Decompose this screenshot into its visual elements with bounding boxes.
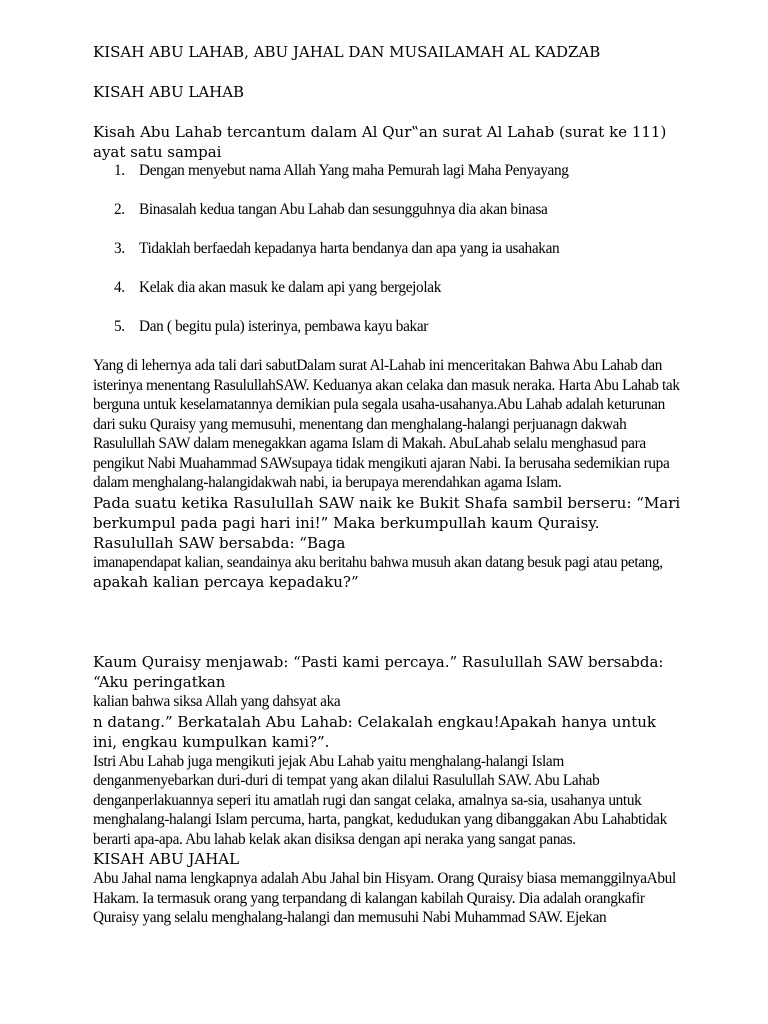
list-item-number: 4. — [114, 279, 125, 296]
body-text-2 — [93, 652, 683, 928]
verse-list — [93, 161, 683, 356]
section-heading-abu-lahab: KISAH ABU LAHAB — [93, 83, 245, 101]
list-item — [93, 200, 683, 239]
paragraph-question: imanapendapat kalian, seandainya aku beritahu bahwa musuh akan datang besuk pagi atau petang, — [93, 553, 663, 571]
paragraph-warning: kalian bahwa siksa Allah yang dahsyat aka — [93, 693, 341, 710]
paragraph-quraisy-answer: Kaum Quraisy menjawab: “Pasti kami percaya.” Rasulullah SAW bersabda: “Aku peringatkan — [93, 653, 664, 691]
body-text — [93, 356, 683, 592]
paragraph-percaya: apakah kalian percaya kepadaku?” — [93, 573, 359, 591]
paragraph-abu-jahal: Abu Jahal nama lengkapnya adalah Abu Jahal bin Hisyam. Orang Quraisy biasa memanggilnyaAbul Hakam. Ia termasuk orang yang terpandang di kalangan kabilah Quraisy. Dia adalah orangkafir Quraisy yang selalu menghalang-halangi dan memusuhi Nabi Muhammad SAW. Ejekan — [93, 870, 676, 926]
list-item-number: 2. — [114, 201, 125, 218]
section-heading-abu-jahal: KISAH ABU JAHAL — [93, 850, 240, 868]
list-item — [93, 278, 683, 317]
intro-paragraph: Kisah Abu Lahab tercantum dalam Al Qur‟an surat Al Lahab (surat ke 111) ayat satu sampai — [93, 123, 667, 161]
list-item — [93, 239, 683, 278]
list-item — [93, 161, 683, 200]
list-item-text: Tidaklah berfaedah kepadanya harta bendanya dan apa yang ia usahakan — [139, 240, 560, 257]
list-item-text: Dan ( begitu pula) isterinya, pembawa kayu bakar — [139, 318, 429, 335]
paragraph-bukit-shafa: Pada suatu ketika Rasulullah SAW naik ke Bukit Shafa sambil berseru: “Mari berkumpul pada pagi hari ini!” Maka berkumpullah kaum Quraisy. Rasulullah SAW bersabda: “Baga — [93, 493, 681, 552]
document-title: KISAH ABU LAHAB, ABU JAHAL DAN MUSAILAMAH AL KADZAB — [93, 43, 601, 61]
list-item-number: 5. — [114, 318, 125, 335]
list-item-text: Kelak dia akan masuk ke dalam api yang bergejolak — [139, 279, 441, 296]
paragraph-abu-lahab-description: Yang di lehernya ada tali dari sabutDalam surat Al-Lahab ini menceritakan Bahwa Abu Lahab dan isterinya menentang RasulullahSAW. Keduanya akan celaka dan masuk neraka. Harta Abu Lahab tak berguna untuk keselamatannya demikian pula segala usaha-usahanya.Abu Lahab adalah keturunan dari suku Quraisy yang memusuhi, menentang dan menghalang-halangi perjuanagn dakwah Rasulullah SAW dalam menegakkan agama Islam di Makah. AbuLahab selalu menghasud para pengikut Nabi Muahammad SAWsupaya tidak mengikuti ajaran Nabi. Ia berusaha sedemikian rupa dalam menghalang-halangidakwah nabi, ia berupaya merendahkan agama Islam. — [93, 357, 680, 491]
list-item-text: Dengan menyebut nama Allah Yang maha Pemurah lagi Maha Penyayang — [139, 162, 569, 179]
list-item-number: 3. — [114, 240, 125, 257]
paragraph-istri-abu-lahab: Istri Abu Lahab juga mengikuti jejak Abu Lahab yaitu menghalang-halangi Islam denganmenyebarkan duri-duri di tempat yang akan dilalui Rasulullah SAW. Abu Lahab denganperlakuannya seperi itu amatlah rugi dan sangat celaka, amalnya sa-sia, usahanya untuk menghalang-halangi Islam percuma, harta, pangkat, kedudukan yang dibanggakan Abu Lahabtidak berarti apa-apa. Abu lahab kelak akan disiksa dengan api neraka yang sangat panas. — [93, 752, 667, 848]
paragraph-abu-lahab-reply: n datang.” Berkatalah Abu Lahab: Celakalah engkau!Apakah hanya untuk ini, engkau kumpulkan kami?”. — [93, 712, 656, 751]
list-item-text: Binasalah kedua tangan Abu Lahab dan sesungguhnya dia akan binasa — [139, 201, 548, 218]
list-item — [93, 317, 683, 356]
list-item-number: 1. — [114, 162, 125, 179]
